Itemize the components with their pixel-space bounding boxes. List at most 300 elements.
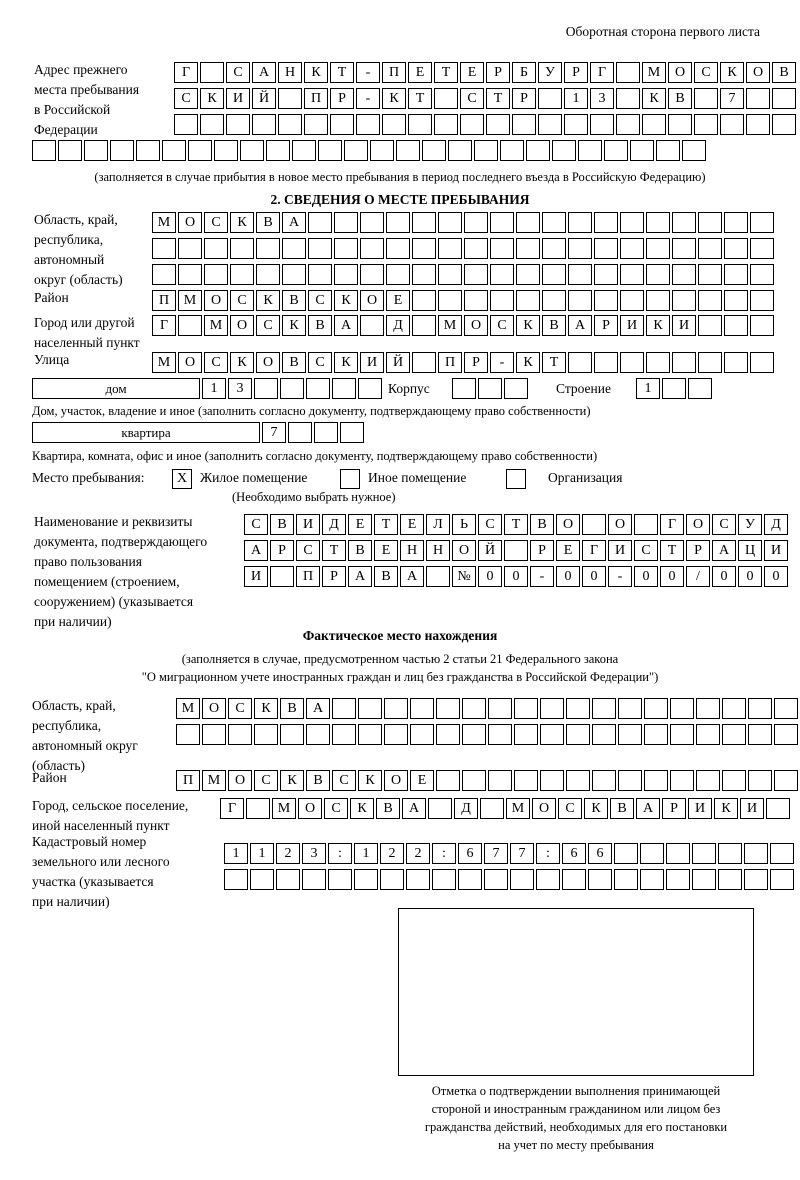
cell[interactable]: И (296, 514, 320, 535)
cell[interactable] (578, 140, 602, 161)
cell[interactable] (744, 843, 768, 864)
cell[interactable] (276, 869, 300, 890)
cell[interactable] (136, 140, 160, 161)
cell[interactable]: 1 (354, 843, 378, 864)
cell[interactable]: М (204, 315, 228, 336)
cell[interactable] (746, 88, 770, 109)
cell[interactable]: В (270, 514, 294, 535)
cell[interactable] (228, 724, 252, 745)
cell[interactable] (254, 724, 278, 745)
cell[interactable] (568, 290, 592, 311)
cell[interactable]: Т (374, 514, 398, 535)
place-type-checkbox-residential[interactable]: X (172, 469, 192, 489)
cell[interactable] (566, 698, 590, 719)
cell[interactable] (240, 140, 264, 161)
cell[interactable] (306, 378, 330, 399)
cell[interactable]: / (686, 566, 710, 587)
cell[interactable] (646, 238, 670, 259)
cell[interactable]: С (174, 88, 198, 109)
cell[interactable]: Р (530, 540, 554, 561)
cell[interactable]: С (256, 315, 280, 336)
cell[interactable] (772, 88, 796, 109)
cell[interactable] (672, 212, 696, 233)
cell[interactable] (618, 770, 642, 791)
cell[interactable] (724, 315, 748, 336)
cell[interactable]: К (382, 88, 406, 109)
cell[interactable] (538, 114, 562, 135)
cell[interactable] (744, 869, 768, 890)
cell[interactable]: М (178, 290, 202, 311)
cell[interactable] (720, 114, 744, 135)
cell[interactable]: 3 (590, 88, 614, 109)
cell[interactable] (280, 378, 304, 399)
cell[interactable]: С (296, 540, 320, 561)
cell[interactable]: 0 (478, 566, 502, 587)
cell[interactable]: Г (590, 62, 614, 83)
cell[interactable] (360, 238, 384, 259)
cell[interactable]: А (306, 698, 330, 719)
cell[interactable] (592, 698, 616, 719)
cell[interactable]: А (282, 212, 306, 233)
cell[interactable] (512, 114, 536, 135)
cell[interactable] (356, 114, 380, 135)
cell[interactable] (644, 724, 668, 745)
cell[interactable]: Й (478, 540, 502, 561)
cell[interactable] (614, 843, 638, 864)
cell[interactable] (178, 315, 202, 336)
cell[interactable] (620, 264, 644, 285)
cell[interactable] (282, 264, 306, 285)
cell[interactable]: Ь (452, 514, 476, 535)
cell[interactable]: 7 (484, 843, 508, 864)
cell[interactable] (176, 724, 200, 745)
cell[interactable] (620, 290, 644, 311)
cell[interactable]: М (202, 770, 226, 791)
cell[interactable] (670, 724, 694, 745)
cell[interactable]: Т (504, 514, 528, 535)
cell[interactable] (694, 88, 718, 109)
cell[interactable]: 0 (764, 566, 788, 587)
cell[interactable]: 0 (738, 566, 762, 587)
prev-address-row-3[interactable] (174, 114, 796, 135)
prev-address-row-1[interactable] (174, 62, 796, 83)
cell[interactable] (354, 869, 378, 890)
cell[interactable] (724, 238, 748, 259)
cell[interactable] (382, 114, 406, 135)
cell[interactable] (328, 869, 352, 890)
cell[interactable] (774, 724, 798, 745)
cell[interactable]: А (244, 540, 268, 561)
cell[interactable]: О (178, 352, 202, 373)
cell[interactable] (718, 843, 742, 864)
cell[interactable]: 1 (202, 378, 226, 399)
cell[interactable] (542, 212, 566, 233)
cell[interactable] (504, 540, 528, 561)
cell[interactable]: Р (662, 798, 686, 819)
cell[interactable]: Е (460, 62, 484, 83)
cell[interactable]: Г (582, 540, 606, 561)
cell[interactable] (460, 114, 484, 135)
cell[interactable]: К (334, 290, 358, 311)
cell[interactable] (552, 140, 576, 161)
cadastral-row-1[interactable] (224, 843, 794, 864)
cell[interactable] (488, 724, 512, 745)
cell[interactable]: 0 (634, 566, 658, 587)
cell[interactable] (436, 724, 460, 745)
cell[interactable] (278, 88, 302, 109)
cell[interactable] (370, 140, 394, 161)
cell[interactable]: 6 (458, 843, 482, 864)
cell[interactable]: О (452, 540, 476, 561)
cell[interactable] (152, 238, 176, 259)
cell[interactable]: 7 (510, 843, 534, 864)
cell[interactable] (412, 290, 436, 311)
cell[interactable]: 3 (302, 843, 326, 864)
cell[interactable] (254, 378, 278, 399)
cell[interactable] (618, 724, 642, 745)
cell[interactable]: С (204, 352, 228, 373)
cell[interactable] (536, 869, 560, 890)
cell[interactable] (582, 514, 606, 535)
cell[interactable] (566, 770, 590, 791)
cell[interactable] (306, 724, 330, 745)
cell[interactable] (434, 88, 458, 109)
cell[interactable]: В (542, 315, 566, 336)
cell[interactable] (748, 770, 772, 791)
cell[interactable] (662, 378, 686, 399)
cell[interactable] (698, 352, 722, 373)
cell[interactable]: Е (410, 770, 434, 791)
cell[interactable]: С (332, 770, 356, 791)
cell[interactable] (642, 114, 666, 135)
cell[interactable]: : (432, 843, 456, 864)
cell[interactable] (406, 869, 430, 890)
cell[interactable] (698, 264, 722, 285)
cell[interactable]: К (584, 798, 608, 819)
cell[interactable]: Г (660, 514, 684, 535)
cell[interactable] (332, 378, 356, 399)
cell[interactable] (616, 114, 640, 135)
cell[interactable] (566, 724, 590, 745)
cell[interactable]: 7 (720, 88, 744, 109)
cell[interactable] (246, 798, 270, 819)
cell[interactable] (474, 140, 498, 161)
cell[interactable] (590, 114, 614, 135)
cell[interactable] (750, 264, 774, 285)
cell[interactable]: О (256, 352, 280, 373)
cell[interactable]: И (360, 352, 384, 373)
cell[interactable]: М (438, 315, 462, 336)
cell[interactable] (280, 724, 304, 745)
place-type-checkbox-other[interactable] (340, 469, 360, 489)
actual-region-row-2[interactable] (176, 724, 798, 745)
cell[interactable] (178, 238, 202, 259)
cell[interactable]: К (350, 798, 374, 819)
korpus-cells[interactable] (452, 378, 528, 399)
cell[interactable]: 2 (276, 843, 300, 864)
cell[interactable]: К (646, 315, 670, 336)
cell[interactable] (688, 378, 712, 399)
cell[interactable] (646, 212, 670, 233)
cell[interactable]: 6 (588, 843, 612, 864)
cell[interactable] (318, 140, 342, 161)
cell[interactable] (224, 869, 248, 890)
cell[interactable] (594, 264, 618, 285)
cell[interactable] (594, 238, 618, 259)
cell[interactable] (436, 698, 460, 719)
cell[interactable]: С (324, 798, 348, 819)
cell[interactable]: Т (330, 62, 354, 83)
cell[interactable]: С (228, 698, 252, 719)
cell[interactable]: Г (220, 798, 244, 819)
cell[interactable] (484, 869, 508, 890)
cell[interactable] (438, 290, 462, 311)
cell[interactable]: О (686, 514, 710, 535)
place-type-checkbox-organization[interactable] (506, 469, 526, 489)
cell[interactable] (162, 140, 186, 161)
cell[interactable] (488, 770, 512, 791)
cell[interactable] (334, 238, 358, 259)
cell[interactable] (568, 238, 592, 259)
cell[interactable]: О (230, 315, 254, 336)
cell[interactable] (748, 698, 772, 719)
cell[interactable] (724, 352, 748, 373)
cell[interactable] (604, 140, 628, 161)
section2-region-row-1[interactable] (152, 212, 774, 233)
cell[interactable] (616, 88, 640, 109)
cell[interactable]: П (152, 290, 176, 311)
cell[interactable]: А (712, 540, 736, 561)
actual-city-row[interactable] (220, 798, 790, 819)
doc-row-3[interactable] (244, 566, 788, 587)
cell[interactable]: К (516, 352, 540, 373)
cell[interactable] (230, 264, 254, 285)
cell[interactable] (438, 264, 462, 285)
cell[interactable]: С (230, 290, 254, 311)
cell[interactable]: О (228, 770, 252, 791)
cell[interactable]: С (712, 514, 736, 535)
cell[interactable]: 0 (582, 566, 606, 587)
cell[interactable]: В (282, 352, 306, 373)
cell[interactable]: В (374, 566, 398, 587)
cell[interactable]: И (620, 315, 644, 336)
cell[interactable] (514, 698, 538, 719)
cell[interactable]: С (478, 514, 502, 535)
cell[interactable] (514, 770, 538, 791)
cell[interactable]: П (176, 770, 200, 791)
cell[interactable]: В (348, 540, 372, 561)
cell[interactable] (308, 238, 332, 259)
cell[interactable] (724, 290, 748, 311)
cell[interactable] (540, 698, 564, 719)
cell[interactable]: 0 (556, 566, 580, 587)
cell[interactable] (620, 352, 644, 373)
cell[interactable] (594, 352, 618, 373)
cell[interactable] (358, 698, 382, 719)
cell[interactable] (252, 114, 276, 135)
cell[interactable]: О (360, 290, 384, 311)
cell[interactable] (682, 140, 706, 161)
cell[interactable] (58, 140, 82, 161)
cell[interactable] (538, 88, 562, 109)
cell[interactable] (358, 378, 382, 399)
section2-region-row-3[interactable] (152, 264, 774, 285)
cell[interactable] (412, 315, 436, 336)
actual-district-row[interactable] (176, 770, 798, 791)
cell[interactable] (568, 212, 592, 233)
cell[interactable]: 1 (564, 88, 588, 109)
cell[interactable] (266, 140, 290, 161)
cell[interactable] (438, 238, 462, 259)
cell[interactable] (656, 140, 680, 161)
cell[interactable] (488, 698, 512, 719)
cell[interactable]: Р (464, 352, 488, 373)
cell[interactable]: Н (400, 540, 424, 561)
cell[interactable] (384, 698, 408, 719)
cell[interactable]: О (746, 62, 770, 83)
cell[interactable] (540, 724, 564, 745)
cell[interactable] (432, 869, 456, 890)
cell[interactable]: К (200, 88, 224, 109)
cell[interactable]: - (356, 62, 380, 83)
prev-address-row-4[interactable] (32, 140, 706, 161)
cell[interactable]: С (634, 540, 658, 561)
cell[interactable]: Р (486, 62, 510, 83)
cell[interactable] (344, 140, 368, 161)
cell[interactable] (514, 724, 538, 745)
cell[interactable] (542, 290, 566, 311)
cell[interactable] (692, 843, 716, 864)
cell[interactable] (500, 140, 524, 161)
cell[interactable]: 1 (636, 378, 660, 399)
cell[interactable] (774, 770, 798, 791)
cell[interactable] (698, 238, 722, 259)
cell[interactable]: Р (322, 566, 346, 587)
cell[interactable] (282, 238, 306, 259)
cell[interactable] (330, 114, 354, 135)
cell[interactable] (314, 422, 338, 443)
cell[interactable]: Е (408, 62, 432, 83)
cell[interactable] (666, 869, 690, 890)
cell[interactable]: К (230, 352, 254, 373)
cell[interactable]: 7 (262, 422, 286, 443)
cell[interactable] (646, 290, 670, 311)
cell[interactable]: О (608, 514, 632, 535)
cell[interactable] (410, 724, 434, 745)
cell[interactable] (696, 724, 720, 745)
cell[interactable] (698, 315, 722, 336)
cell[interactable]: К (358, 770, 382, 791)
cell[interactable] (646, 352, 670, 373)
cell[interactable]: К (230, 212, 254, 233)
cell[interactable] (230, 238, 254, 259)
cell[interactable]: К (516, 315, 540, 336)
cell[interactable] (292, 140, 316, 161)
cell[interactable] (516, 238, 540, 259)
cell[interactable] (278, 114, 302, 135)
cell[interactable] (428, 798, 452, 819)
cell[interactable]: Т (408, 88, 432, 109)
cell[interactable]: Е (374, 540, 398, 561)
cell[interactable]: С (308, 352, 332, 373)
cell[interactable] (464, 212, 488, 233)
cell[interactable]: 0 (504, 566, 528, 587)
cell[interactable]: В (772, 62, 796, 83)
cell[interactable] (200, 114, 224, 135)
cell[interactable] (448, 140, 472, 161)
cell[interactable] (696, 698, 720, 719)
cell[interactable]: Д (764, 514, 788, 535)
cell[interactable]: И (244, 566, 268, 587)
cell[interactable] (386, 264, 410, 285)
cell[interactable] (178, 264, 202, 285)
cell[interactable] (308, 212, 332, 233)
cell[interactable]: М (152, 212, 176, 233)
cell[interactable] (436, 770, 460, 791)
cell[interactable]: А (400, 566, 424, 587)
actual-region-row-1[interactable] (176, 698, 798, 719)
cell[interactable] (438, 212, 462, 233)
cell[interactable] (542, 238, 566, 259)
cell[interactable] (174, 114, 198, 135)
cell[interactable]: Н (278, 62, 302, 83)
cell[interactable] (464, 264, 488, 285)
flat-cells[interactable] (262, 422, 364, 443)
cell[interactable] (516, 212, 540, 233)
cell[interactable]: И (608, 540, 632, 561)
cell[interactable] (386, 238, 410, 259)
cell[interactable]: Б (512, 62, 536, 83)
cell[interactable] (288, 422, 312, 443)
cell[interactable] (204, 264, 228, 285)
stamp-box[interactable] (398, 908, 754, 1076)
cell[interactable]: Ц (738, 540, 762, 561)
cell[interactable] (672, 264, 696, 285)
cell[interactable]: К (254, 698, 278, 719)
cell[interactable] (646, 264, 670, 285)
cell[interactable] (722, 724, 746, 745)
cell[interactable] (480, 798, 504, 819)
cell[interactable] (672, 290, 696, 311)
cell[interactable]: С (204, 212, 228, 233)
section2-street-row[interactable] (152, 352, 774, 373)
cell[interactable] (412, 212, 436, 233)
cell[interactable]: 1 (250, 843, 274, 864)
cell[interactable]: В (306, 770, 330, 791)
cell[interactable] (594, 212, 618, 233)
cell[interactable] (250, 869, 274, 890)
cell[interactable]: С (490, 315, 514, 336)
cell[interactable]: Т (486, 88, 510, 109)
cell[interactable] (204, 238, 228, 259)
cadastral-row-2[interactable] (224, 869, 794, 890)
cell[interactable] (490, 264, 514, 285)
cell[interactable] (630, 140, 654, 161)
cell[interactable] (408, 114, 432, 135)
cell[interactable] (564, 114, 588, 135)
cell[interactable] (270, 566, 294, 587)
cell[interactable] (302, 869, 326, 890)
cell[interactable] (772, 114, 796, 135)
cell[interactable] (152, 264, 176, 285)
cell[interactable] (516, 264, 540, 285)
cell[interactable] (200, 62, 224, 83)
cell[interactable] (478, 378, 502, 399)
cell[interactable]: С (244, 514, 268, 535)
cell[interactable]: К (280, 770, 304, 791)
cell[interactable] (32, 140, 56, 161)
cell[interactable] (410, 698, 434, 719)
